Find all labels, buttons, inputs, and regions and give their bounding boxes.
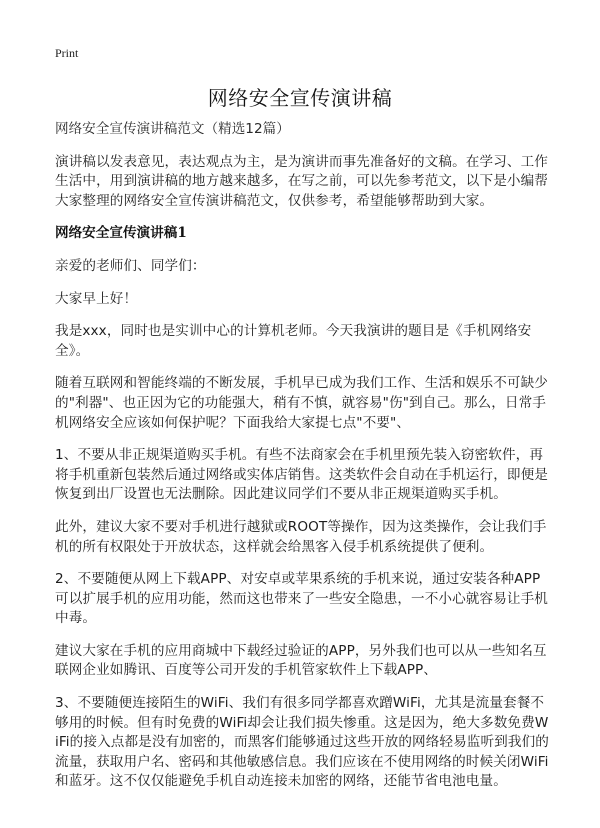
document-body xyxy=(55,120,549,805)
paragraph-point-1-extra: 此外，建议大家不要对手机进行越狱或ROOT等操作，因为这类操作，会让我们手机的所有权限处于开放状态，这样就会给黑客入侵手机系统提供了便利。 xyxy=(55,518,547,555)
paragraph-background: 随着互联网和智能终端的不断发展，手机早已成为我们工作、生活和娱乐不可缺少的"利器"、也正因为它的功能强大，稍有不慎，就容易"伤"到自己。那么，日常手机网络安全应该如何保护呢？下面我给大家提七点"不要"、 xyxy=(55,375,548,431)
paragraph-point-2: 2、不要随便从网上下载APP、对安卓或苹果系统的手机来说，通过安装各种APP可以扩展手机的应用功能，然而这也带来了一些安全隐患，一不小心就容易让手机中毒。 xyxy=(55,571,548,627)
intro-paragraph: 演讲稿以发表意见，表达观点为主，是为演讲而事先准备好的文稿。在学习、工作生活中，用到演讲稿的地方越来越多，在写之前，可以先参考范文，以下是小编帮大家整理的网络安全宣传演讲稿范文，仅供参考，希望能够帮助到大家。 xyxy=(55,153,548,209)
document-title: 网络安全宣传演讲稿 xyxy=(207,86,393,110)
section-heading: 网络安全宣传演讲稿1 xyxy=(55,225,187,242)
paragraph-greeting: 亲爱的老师们、同学们： xyxy=(55,257,206,274)
print-label[interactable]: Print xyxy=(55,46,79,60)
document-subtitle: 网络安全宣传演讲稿范文（精选12篇） xyxy=(55,121,290,137)
paragraph-point-1: 1、不要从非正规渠道购买手机。有些不法商家会在手机里预先装入窃密软件，再将手机重新包装然后通过网络或实体店销售。这类软件会自动在手机运行，即便是恢复到出厂设置也无法删除。因此建议同学们不要从非正规渠道购买手机。 xyxy=(55,447,548,503)
paragraph-self-intro: 我是xxx，同时也是实训中心的计算机老师。今天我演讲的题目是《手机网络安全》。 xyxy=(55,323,532,359)
paragraph-point-2-extra: 建议大家在手机的应用商城中下载经过验证的APP，另外我们也可以从一些知名互联网企业如腾讯、百度等公司开发的手机管家软件上下载APP、 xyxy=(55,642,547,679)
paragraph-good-morning: 大家早上好！ xyxy=(55,290,138,307)
paragraph-point-3: 3、不要随便连接陌生的WiFi、我们有很多同学都喜欢蹭WiFi，尤其是流量套餐不够用的时候。但有时免费的WiFi却会让我们损失惨重。这是因为，绝大多数免费WiFi的接入点都是没有加密的，而黑客们能够通过这些开放的网络轻易监听到我们的流量，获取用户名、密码和其他敏感信息。我们应该在不使用网络的时候关闭WiFi和蓝牙。这不仅仅能避免手机自动连接未加密的网络，还能节省电池电量。 xyxy=(55,695,549,790)
